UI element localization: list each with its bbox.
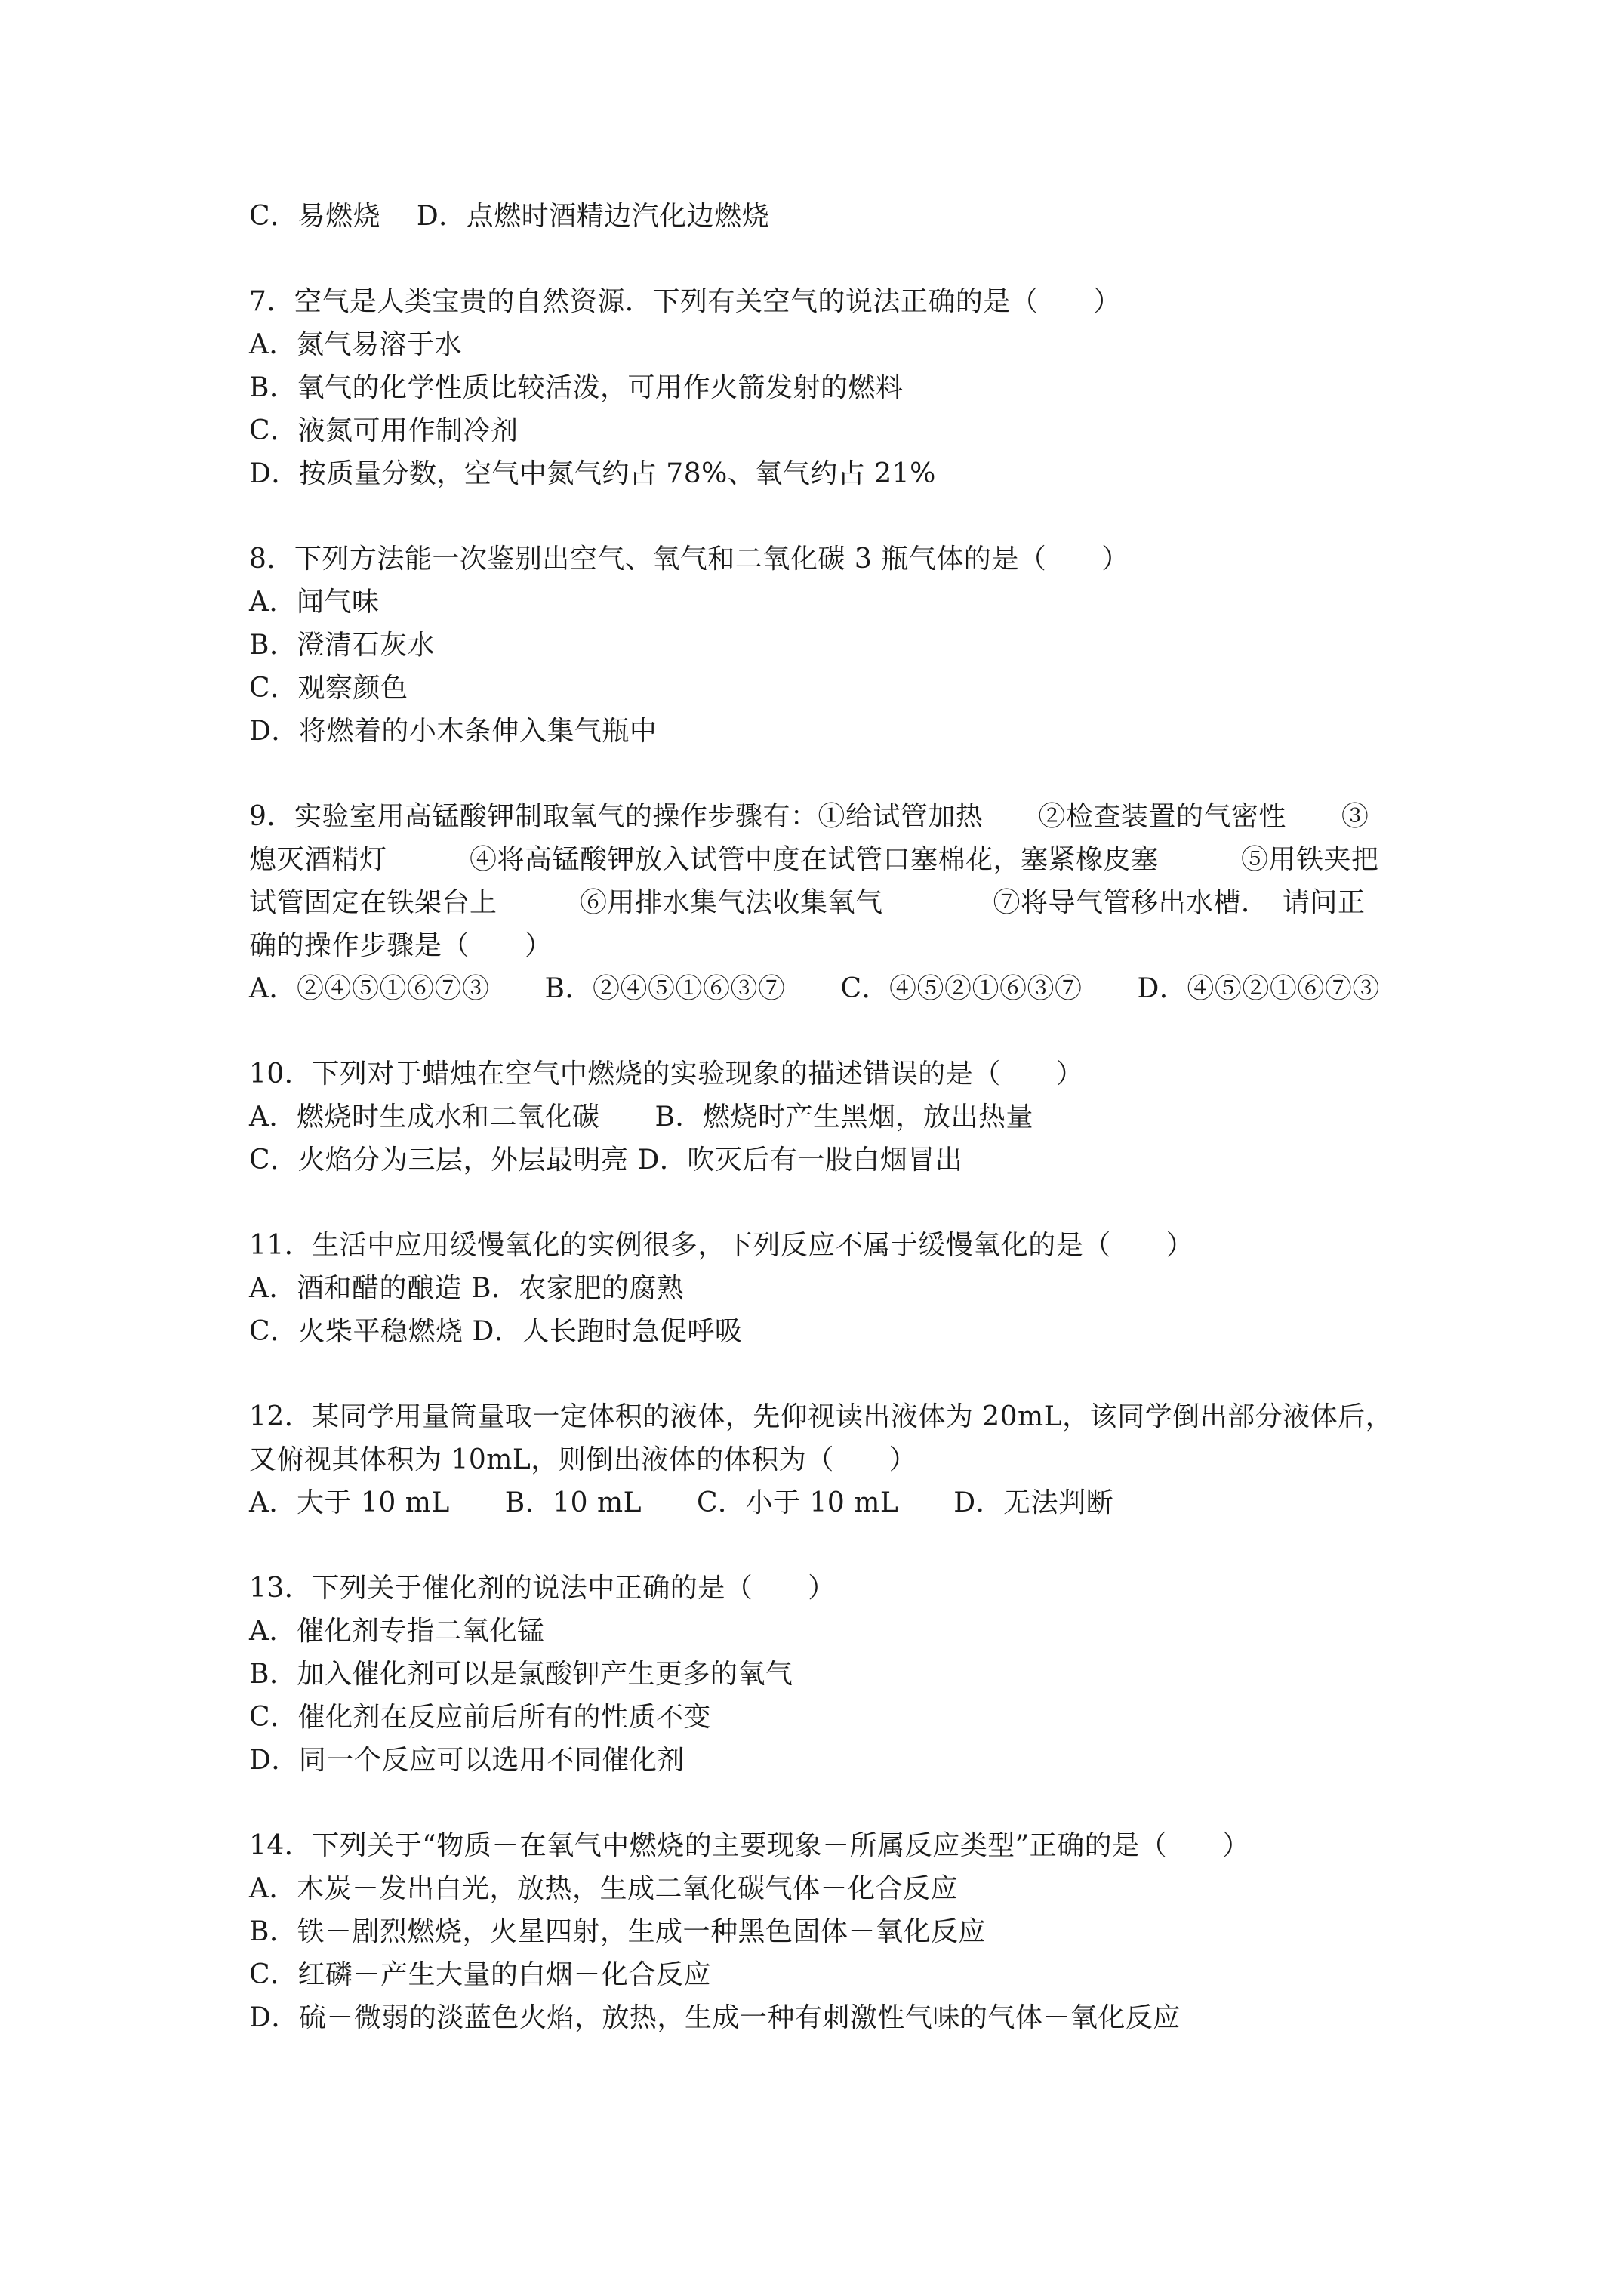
question-stem-line-3: 试管固定在铁架台上 ⑥用排水集气法收集氧气 ⑦将导气管移出水槽． 请问正	[249, 887, 1366, 918]
options-row: A．②④⑤①⑥⑦③ B．②④⑤①⑥③⑦ C．④⑤②①⑥③⑦ D．④⑤②①⑥⑦③	[249, 973, 1380, 1004]
question-stem: 14．下列关于“物质－在氧气中燃烧的主要现象－所属反应类型”正确的是（ ）	[249, 1830, 1250, 1861]
question-stem: 13．下列关于催化剂的说法中正确的是（ ）	[249, 1573, 836, 1604]
question-9	[249, 795, 1404, 1010]
spacer	[249, 1010, 1404, 1052]
question-10	[249, 1052, 1404, 1182]
question-14	[249, 1824, 1404, 2039]
option-d: D．同一个反应可以选用不同催化剂	[249, 1745, 685, 1776]
question-12	[249, 1395, 1404, 1524]
option-c: C．红磷－产生大量的白烟－化合反应	[249, 1959, 712, 1990]
option-c: C．观察颜色	[249, 673, 408, 704]
option-a: A．氮气易溶于水	[249, 329, 462, 360]
question-stem: 8．下列方法能一次鉴别出空气、氧气和二氧化碳 3 瓶气体的是（ ）	[249, 544, 1129, 575]
spacer	[249, 238, 1404, 280]
spacer	[249, 495, 1404, 538]
question-stem-line-4: 确的操作步骤是（ ）	[249, 930, 553, 961]
option-a: A．木炭－发出白光，放热，生成二氧化碳气体－化合反应	[249, 1873, 958, 1904]
question-stem-line-2: 又俯视其体积为 10mL，则倒出液体的体积为（ ）	[249, 1444, 917, 1475]
spacer	[249, 753, 1404, 795]
spacer	[249, 1782, 1404, 1824]
option-b: B．氧气的化学性质比较活泼，可用作火箭发射的燃料	[249, 372, 904, 403]
option-d: D．将燃着的小木条伸入集气瓶中	[249, 716, 658, 747]
question-stem-line-1: 9．实验室用高锰酸钾制取氧气的操作步骤有：①给试管加热 ②检查装置的气密性 ③	[249, 801, 1369, 832]
question-stem: 11．生活中应用缓慢氧化的实例很多，下列反应不属于缓慢氧化的是（ ）	[249, 1230, 1194, 1261]
option-d: D．按质量分数，空气中氮气约占 78%、氧气约占 21%	[249, 458, 936, 489]
options-cd: C．火焰分为三层，外层最明亮 D．吹灭后有一股白烟冒出	[249, 1145, 963, 1176]
spacer	[249, 1353, 1404, 1395]
option-d: D．硫－微弱的淡蓝色火焰，放热，生成一种有刺激性气味的气体－氧化反应	[249, 2002, 1181, 2033]
options-ab: A．酒和醋的酿造 B．农家肥的腐熟	[249, 1273, 685, 1304]
option-a: A．闻气味	[249, 587, 380, 618]
question-stem-line-2: 熄灭酒精灯 ④将高锰酸钾放入试管中度在试管口塞棉花，塞紧橡皮塞 ⑤用铁夹把	[249, 844, 1379, 875]
question-7	[249, 280, 1404, 495]
question-13	[249, 1567, 1404, 1782]
question-8	[249, 538, 1404, 753]
options-cd: C．火柴平稳燃烧 D．人长跑时急促呼吸	[249, 1316, 743, 1347]
question-stem: 7．空气是人类宝贵的自然资源．下列有关空气的说法正确的是（ ）	[249, 286, 1121, 317]
q6-options-cd: C．易燃烧 D．点燃时酒精边汽化边燃烧	[249, 201, 770, 232]
option-b: B．铁－剧烈燃烧，火星四射，生成一种黑色固体－氧化反应	[249, 1916, 986, 1947]
option-a: A．催化剂专指二氧化锰	[249, 1616, 545, 1647]
options-row: A．大于 10 mL B．10 mL C．小于 10 mL D．无法判断	[249, 1487, 1114, 1518]
question-11	[249, 1224, 1404, 1353]
exam-page	[249, 195, 1404, 2039]
spacer	[249, 1182, 1404, 1224]
question-stem: 10．下列对于蜡烛在空气中燃烧的实验现象的描述错误的是（ ）	[249, 1059, 1084, 1089]
option-b: B．澄清石灰水	[249, 630, 435, 661]
options-ab: A．燃烧时生成水和二氧化碳 B．燃烧时产生黑烟，放出热量	[249, 1102, 1033, 1133]
question-stem-line-1: 12．某同学用量筒量取一定体积的液体，先仰视读出液体为 20mL，该同学倒出部分液体后，	[249, 1401, 1394, 1432]
spacer	[249, 1524, 1404, 1567]
option-c: C．液氮可用作制冷剂	[249, 415, 519, 446]
option-b: B．加入催化剂可以是氯酸钾产生更多的氧气	[249, 1659, 793, 1690]
option-c: C．催化剂在反应前后所有的性质不变	[249, 1702, 712, 1733]
